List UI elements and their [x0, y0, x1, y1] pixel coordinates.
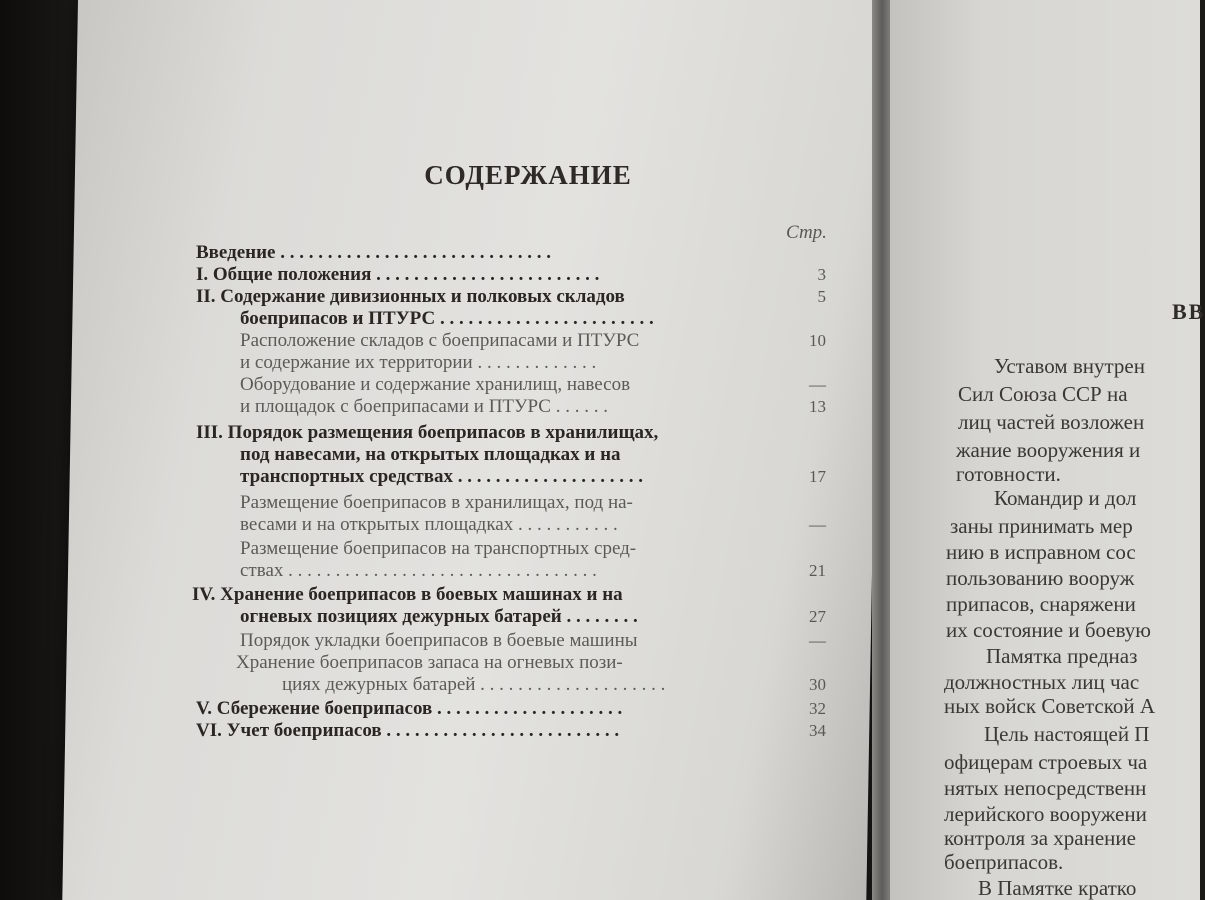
toc-page-number: 5	[817, 287, 826, 306]
right-page-line: нию в исправном сос	[946, 540, 1136, 564]
right-page-line: В Памятке кратко	[978, 876, 1137, 900]
toc-row	[196, 466, 826, 488]
right-page-line: офицерам строевых ча	[944, 750, 1148, 774]
toc-page-number: 27	[809, 607, 826, 626]
toc-entry: II. Содержание дивизионных и полковых складов	[196, 286, 625, 307]
toc-row	[196, 444, 826, 466]
toc-page-number: 32	[809, 699, 826, 718]
toc-entry: весами и на открытых площадках . . . . . . . . . . .	[240, 514, 618, 535]
page-column-header: Стр.	[786, 222, 827, 243]
toc-page-number: 21	[809, 561, 826, 580]
toc-page-number: 3	[817, 265, 826, 284]
toc-entry: Порядок укладки боеприпасов в боевые машины	[240, 630, 638, 651]
toc-entry: Оборудование и содержание хранилищ, навесов	[240, 374, 631, 395]
right-page-heading: ВВ	[1172, 299, 1205, 324]
toc-row	[196, 330, 826, 352]
toc-title: СОДЕРЖАНИЕ	[424, 160, 632, 190]
right-page-line: жание вооружения и	[956, 438, 1141, 462]
toc-row	[196, 492, 826, 514]
toc-row	[192, 584, 826, 606]
right-page-line: лерийского вооружени	[944, 802, 1147, 826]
right-page-line: припасов, снаряжени	[946, 592, 1136, 616]
toc-row	[196, 396, 826, 418]
right-page-line: Командир и дол	[994, 486, 1137, 510]
toc-entry: ствах . . . . . . . . . . . . . . . . . . . . . . . . . . . . . . . . .	[240, 560, 597, 581]
toc-entry: Хранение боеприпасов запаса на огневых пози-	[236, 652, 623, 673]
toc-entry: VI. Учет боеприпасов . . . . . . . . . . . . . . . . . . . . . . . . .	[196, 720, 620, 741]
toc-entry: V. Сбережение боеприпасов . . . . . . . . . . . . . . . . . . . .	[196, 698, 623, 719]
toc-page-number: 13	[809, 397, 826, 416]
toc-row	[196, 352, 826, 374]
toc-row	[196, 630, 826, 652]
toc-entry: и содержание их территории . . . . . . . . . . . . .	[240, 352, 597, 373]
toc-row	[196, 242, 826, 264]
toc-row	[196, 264, 826, 286]
toc-row	[196, 422, 826, 444]
right-page-line: Сил Союза ССР на	[958, 382, 1128, 406]
right-page-line: лиц частей возложен	[958, 410, 1145, 434]
toc-entry: IV. Хранение боеприпасов в боевых машинах и на	[192, 584, 623, 605]
right-page-line: Памятка предназ	[986, 644, 1138, 668]
toc-row	[196, 308, 826, 330]
right-page-line: готовности.	[956, 462, 1061, 486]
toc-entry: Расположение складов с боеприпасами и ПТУРС	[240, 330, 640, 351]
toc-row	[196, 374, 826, 396]
toc-entry: Размещение боеприпасов в хранилищах, под на-	[240, 492, 633, 513]
toc-entry: III. Порядок размещения боеприпасов в хранилищах,	[196, 422, 659, 443]
toc-entry: огневых позициях дежурных батарей . . . . . . . .	[240, 606, 638, 627]
toc-row	[196, 560, 826, 582]
toc-entry: и площадок с боеприпасами и ПТУРС . . . . . .	[240, 396, 608, 417]
toc-row	[196, 652, 826, 674]
right-page-line: заны принимать мер	[950, 514, 1133, 538]
toc-row	[196, 514, 826, 536]
toc-row	[196, 674, 826, 696]
toc-row	[196, 606, 826, 628]
right-page-line: контроля за хранение	[944, 826, 1136, 850]
toc-row	[196, 538, 826, 560]
toc-page-number: —	[809, 631, 826, 650]
right-page-line: их состояние и боевую	[946, 618, 1151, 642]
toc-page-number: —	[809, 515, 826, 534]
toc-entry: Введение . . . . . . . . . . . . . . . . . . . . . . . . . . . . .	[196, 242, 551, 263]
right-page-line: пользованию вооруж	[946, 566, 1135, 590]
right-page-line: должностных лиц час	[944, 670, 1140, 694]
right-page-line: боеприпасов.	[944, 850, 1064, 874]
toc-entry: I. Общие положения . . . . . . . . . . . . . . . . . . . . . . . .	[196, 264, 600, 285]
toc-page-number: 34	[809, 721, 826, 740]
toc-entry: под навесами, на открытых площадках и на	[240, 444, 621, 465]
toc-entry: Размещение боеприпасов на транспортных сред-	[240, 538, 637, 559]
toc-entry: транспортных средствах . . . . . . . . . . . . . . . . . . . .	[240, 466, 643, 487]
toc-row	[196, 286, 826, 308]
right-page-line: Уставом внутрен	[994, 354, 1145, 378]
right-page-line: ных войск Советской А	[944, 694, 1156, 718]
right-page-line: нятых непосредственн	[944, 776, 1147, 800]
toc-page-number: 30	[809, 675, 826, 694]
toc-entry: циях дежурных батарей . . . . . . . . . . . . . . . . . . . .	[282, 674, 666, 695]
toc-page-number: —	[809, 375, 826, 394]
toc-page-number: 17	[809, 467, 826, 486]
toc-entry: боеприпасов и ПТУРС . . . . . . . . . . . . . . . . . . . . . . .	[240, 308, 654, 329]
toc-row	[196, 698, 826, 720]
toc-row	[196, 720, 826, 742]
right-page-line: Цель настоящей П	[984, 722, 1150, 746]
toc-page-number: 10	[809, 331, 826, 350]
